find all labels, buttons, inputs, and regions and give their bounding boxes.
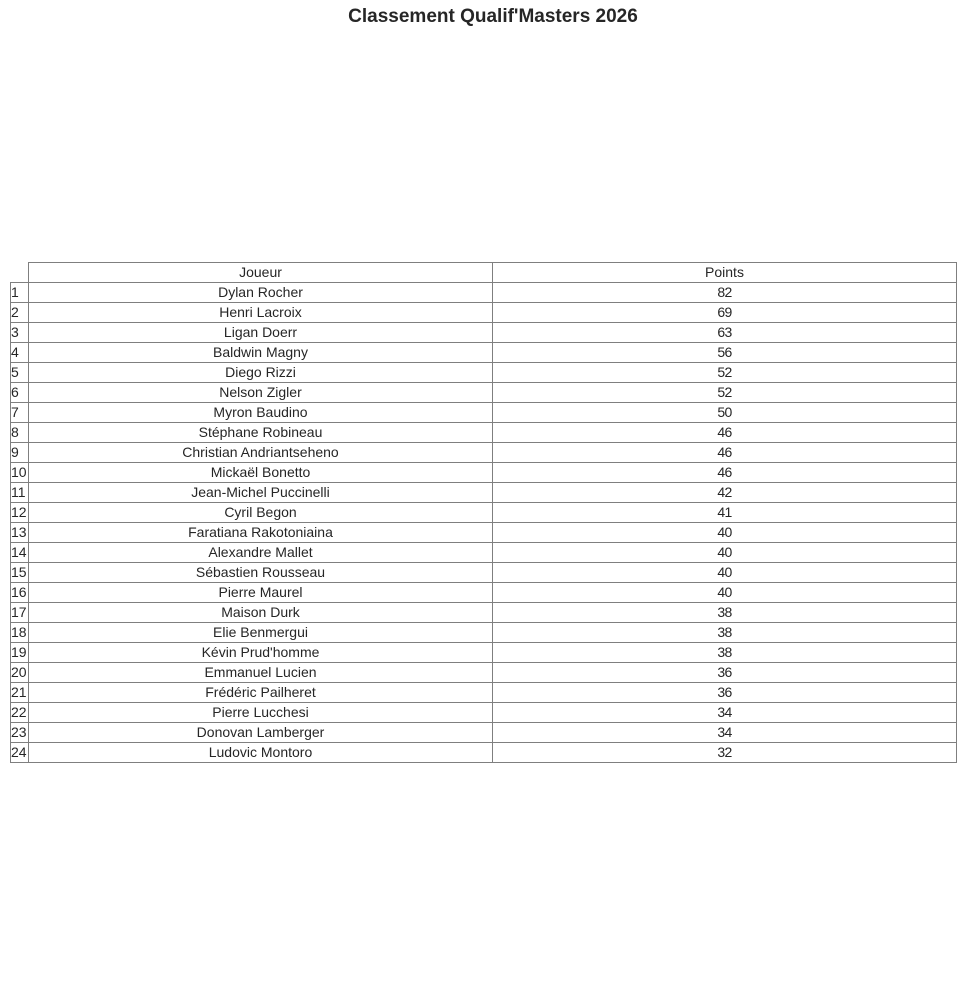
- row-rank-cell: 11: [11, 483, 29, 503]
- row-rank-cell: 17: [11, 603, 29, 623]
- row-rank-cell: 10: [11, 463, 29, 483]
- table-row: [11, 303, 957, 323]
- points-cell: 34: [493, 723, 957, 743]
- player-name-cell: Jean-Michel Puccinelli: [29, 483, 493, 503]
- row-rank-cell: 18: [11, 623, 29, 643]
- points-cell: 40: [493, 543, 957, 563]
- row-rank-cell: 8: [11, 423, 29, 443]
- player-name-cell: Cyril Begon: [29, 503, 493, 523]
- row-rank-cell: 20: [11, 663, 29, 683]
- points-cell: 38: [493, 623, 957, 643]
- points-cell: 46: [493, 423, 957, 443]
- row-rank-cell: 3: [11, 323, 29, 343]
- player-name-cell: Ludovic Montoro: [29, 743, 493, 763]
- points-cell: 36: [493, 683, 957, 703]
- table-row: [11, 463, 957, 483]
- table-row: [11, 663, 957, 683]
- table-row: [11, 743, 957, 763]
- table-row: [11, 423, 957, 443]
- points-cell: 38: [493, 643, 957, 663]
- table-row: [11, 703, 957, 723]
- player-name-cell: Henri Lacroix: [29, 303, 493, 323]
- points-cell: 46: [493, 463, 957, 483]
- points-cell: 40: [493, 563, 957, 583]
- row-rank-cell: 22: [11, 703, 29, 723]
- points-cell: 46: [493, 443, 957, 463]
- points-cell: 32: [493, 743, 957, 763]
- row-rank-cell: 23: [11, 723, 29, 743]
- table-row: [11, 523, 957, 543]
- row-rank-cell: 9: [11, 443, 29, 463]
- column-header-player: Joueur: [29, 263, 493, 283]
- table-row: [11, 683, 957, 703]
- player-name-cell: Pierre Lucchesi: [29, 703, 493, 723]
- row-rank-cell: 4: [11, 343, 29, 363]
- table-row: [11, 363, 957, 383]
- row-rank-cell: 12: [11, 503, 29, 523]
- points-cell: 38: [493, 603, 957, 623]
- points-cell: 34: [493, 703, 957, 723]
- table-body: [11, 283, 957, 763]
- row-rank-cell: 6: [11, 383, 29, 403]
- row-rank-cell: 14: [11, 543, 29, 563]
- points-cell: 69: [493, 303, 957, 323]
- points-cell: 40: [493, 523, 957, 543]
- player-name-cell: Emmanuel Lucien: [29, 663, 493, 683]
- player-name-cell: Nelson Zigler: [29, 383, 493, 403]
- player-name-cell: Elie Benmergui: [29, 623, 493, 643]
- points-cell: 82: [493, 283, 957, 303]
- table-row: [11, 343, 957, 363]
- table-row: [11, 483, 957, 503]
- table-row: [11, 603, 957, 623]
- player-name-cell: Pierre Maurel: [29, 583, 493, 603]
- player-name-cell: Diego Rizzi: [29, 363, 493, 383]
- table-row: [11, 443, 957, 463]
- player-name-cell: Frédéric Pailheret: [29, 683, 493, 703]
- player-name-cell: Baldwin Magny: [29, 343, 493, 363]
- player-name-cell: Sébastien Rousseau: [29, 563, 493, 583]
- player-name-cell: Dylan Rocher: [29, 283, 493, 303]
- row-rank-cell: 19: [11, 643, 29, 663]
- row-rank-cell: 16: [11, 583, 29, 603]
- player-name-cell: Kévin Prud'homme: [29, 643, 493, 663]
- row-rank-cell: 1: [11, 283, 29, 303]
- ranking-table: [10, 262, 957, 763]
- row-rank-cell: 5: [11, 363, 29, 383]
- header-corner: [11, 263, 29, 283]
- player-name-cell: Mickaël Bonetto: [29, 463, 493, 483]
- table-row: [11, 643, 957, 663]
- row-rank-cell: 21: [11, 683, 29, 703]
- player-name-cell: Myron Baudino: [29, 403, 493, 423]
- points-cell: 52: [493, 383, 957, 403]
- table-row: [11, 283, 957, 303]
- player-name-cell: Faratiana Rakotoniaina: [29, 523, 493, 543]
- table-row: [11, 543, 957, 563]
- points-cell: 40: [493, 583, 957, 603]
- table-row: [11, 623, 957, 643]
- row-rank-cell: 13: [11, 523, 29, 543]
- player-name-cell: Ligan Doerr: [29, 323, 493, 343]
- table-row: [11, 503, 957, 523]
- table-row: [11, 583, 957, 603]
- row-rank-cell: 2: [11, 303, 29, 323]
- player-name-cell: Maison Durk: [29, 603, 493, 623]
- player-name-cell: Stéphane Robineau: [29, 423, 493, 443]
- row-rank-cell: 15: [11, 563, 29, 583]
- table-row: [11, 723, 957, 743]
- row-rank-cell: 24: [11, 743, 29, 763]
- points-cell: 36: [493, 663, 957, 683]
- table-row: [11, 563, 957, 583]
- table-row: [11, 383, 957, 403]
- points-cell: 56: [493, 343, 957, 363]
- points-cell: 50: [493, 403, 957, 423]
- points-cell: 63: [493, 323, 957, 343]
- points-cell: 42: [493, 483, 957, 503]
- chart-title: Classement Qualif'Masters 2026: [348, 6, 638, 27]
- column-header-points: Points: [493, 263, 957, 283]
- points-cell: 41: [493, 503, 957, 523]
- points-cell: 52: [493, 363, 957, 383]
- player-name-cell: Donovan Lamberger: [29, 723, 493, 743]
- table-row: [11, 403, 957, 423]
- table-header-row: [11, 263, 957, 283]
- player-name-cell: Alexandre Mallet: [29, 543, 493, 563]
- row-rank-cell: 7: [11, 403, 29, 423]
- table-row: [11, 323, 957, 343]
- player-name-cell: Christian Andriantseheno: [29, 443, 493, 463]
